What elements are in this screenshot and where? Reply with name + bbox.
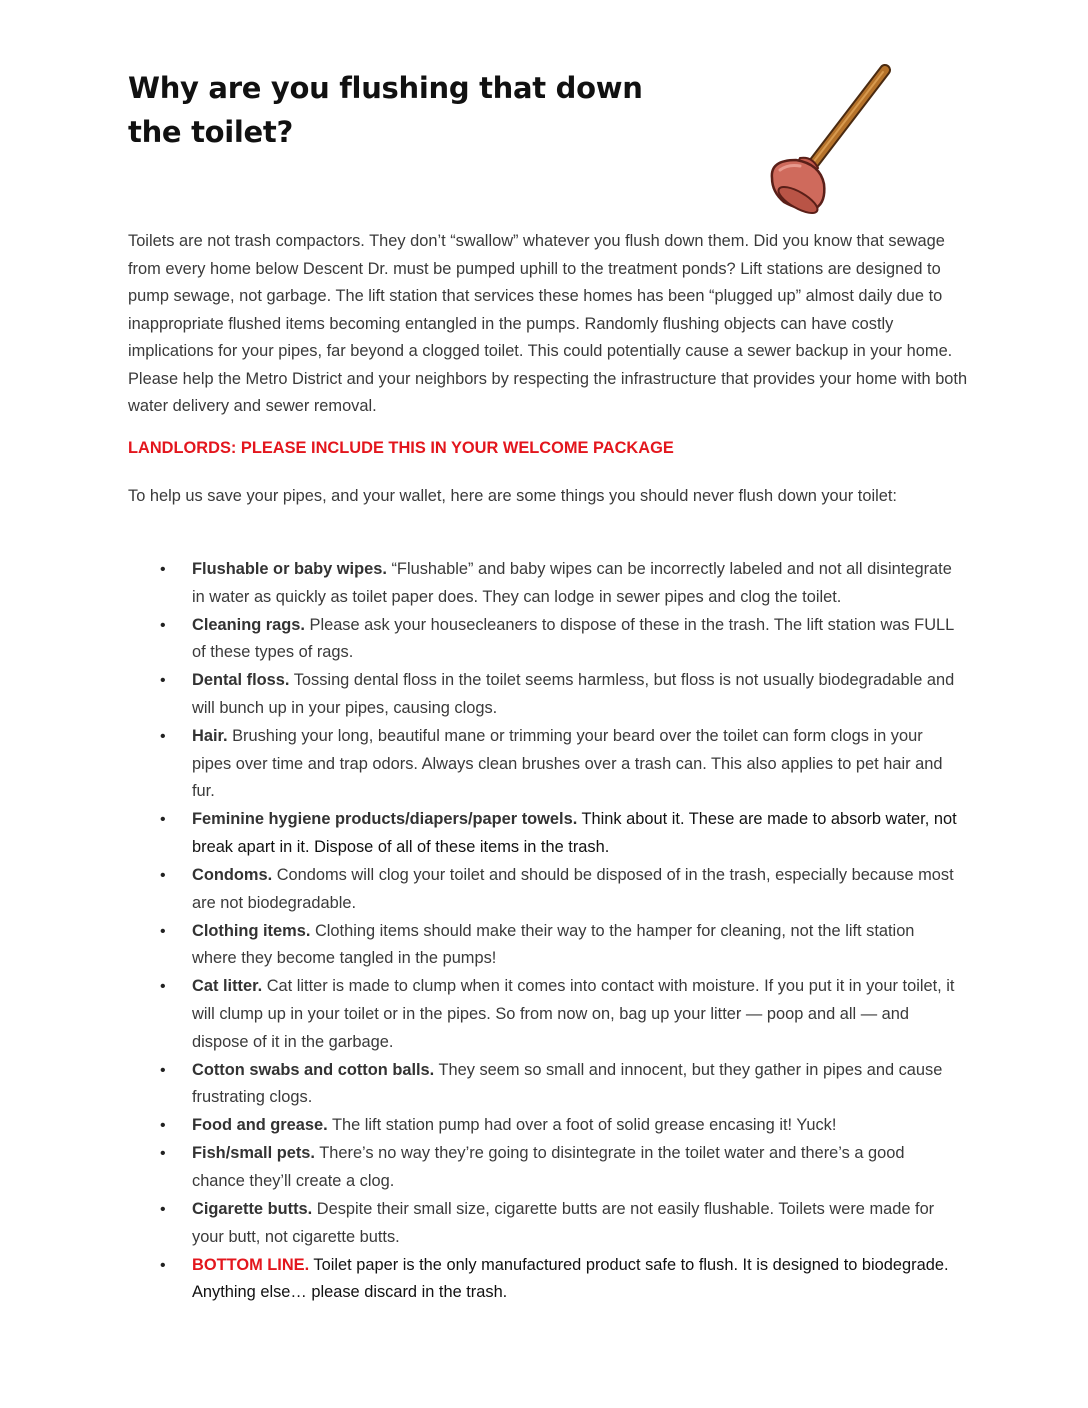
list-item (160, 1140, 960, 1195)
item-title: Flushable or baby wipes. (192, 560, 387, 578)
item-title: Fish/small pets. (192, 1144, 315, 1163)
list-item (160, 667, 960, 722)
bullet-icon: • (160, 1256, 166, 1274)
item-text: Brushing your long, beautiful mane or trimming your beard over the toilet can form clogs in your pipes over time and trap odors. Always clean brushes over a trash can. This also applies to pet hair and fur. (192, 727, 943, 801)
bullet-icon: • (160, 978, 166, 996)
item-title: Cat litter. (192, 977, 263, 996)
item-text: They seem so small and innocent, but they gather in pipes and cause frustrating clogs. (192, 1060, 943, 1107)
landlord-notice: LANDLORDS: PLEASE INCLUDE THIS IN YOUR WELCOME PACKAGE (128, 439, 674, 457)
item-text: “Flushable” and baby wipes can be incorrectly labeled and not all disintegrate in water as quickly as toilet paper does. They can lodge in sewer pipes and clog the toilet. (192, 560, 952, 606)
item-title: Feminine hygiene products/diapers/paper towels. (192, 810, 578, 829)
bullet-icon: • (160, 1145, 166, 1163)
bullet-icon: • (160, 811, 166, 829)
item-title: Food and grease. (192, 1116, 328, 1135)
item-text: The lift station pump had over a foot of solid grease encasing it! Yuck! (327, 1116, 837, 1135)
bullet-icon: • (160, 616, 166, 634)
list-item (160, 723, 960, 806)
item-title: Cleaning rags. (192, 615, 305, 634)
item-text: Toilet paper is the only manufactured product safe to flush. It is designed to biodegrade. Anything else… please discard in the trash. (192, 1255, 949, 1302)
bullet-icon: • (160, 561, 166, 578)
bullet-icon: • (160, 922, 166, 940)
item-title: Cigarette butts. (192, 1200, 313, 1219)
item-title: Condoms. (192, 866, 273, 885)
item-text: Despite their small size, cigarette butts are not easily flushable. Toilets were made for your butt, not cigarette butts. (192, 1200, 935, 1246)
list-item (160, 973, 960, 1056)
bullet-icon: • (160, 728, 166, 746)
item-title: Cotton swabs and cotton balls. (192, 1060, 435, 1079)
item-text: Clothing items should make their way to the hamper for cleaning, not the lift station where they become tangled in the pumps! (192, 921, 915, 968)
list-item (160, 1057, 960, 1112)
list-item (160, 806, 960, 861)
item-title: Dental floss. (192, 671, 290, 690)
list-item (160, 862, 960, 917)
page-title: Why are you flushing that down the toilet? (128, 71, 643, 149)
list-item (160, 918, 960, 973)
plunger-icon (752, 60, 912, 220)
list-item (160, 556, 960, 611)
item-title: Hair. (192, 727, 228, 746)
item-text: Condoms will clog your toilet and should be disposed of in the trash, especially because most are not biodegradable. (192, 866, 954, 912)
list-item (160, 1196, 960, 1251)
item-text: Tossing dental floss in the toilet seems harmless, but floss is not usually biodegradable and will bunch up in your pipes, causing clogs. (192, 671, 955, 717)
bullet-icon: • (160, 1117, 166, 1135)
list-item (160, 1252, 960, 1307)
item-text: Think about it. These are made to absorb water, not break apart in it. Dispose of all of these items in the trash. (192, 810, 957, 856)
intro-paragraph: Toilets are not trash compactors. They don’t “swallow” whatever you flush down them. Did you know that sewage from every home below Descent Dr. must be pumped uphill to the treatment ponds? Lift stations are designed to pump sewage, not garbage. The lift station that services these homes has been “plugged up” almost daily due to inappropriate flushed items becoming entangled in the pumps. Randomly flushing objects can have costly implications for your pipes, far beyond a clogged toilet. This could potentially cause a sewer backup in your home. Please help the Metro District and your neighbors by respecting the infrastructure that provides your home with both water delivery and sewer removal. (128, 232, 968, 415)
list-intro: To help us save your pipes, and your wallet, here are some things you should never flush down your toilet: (128, 487, 897, 505)
bullet-icon: • (160, 1201, 166, 1219)
bullet-icon: • (160, 672, 166, 690)
bullet-icon: • (160, 1061, 166, 1079)
item-title: Clothing items. (192, 921, 311, 940)
list-item (160, 1112, 960, 1140)
bullet-icon: • (160, 867, 166, 885)
do-not-flush-list (160, 556, 960, 1308)
item-text: There’s no way they’re going to disintegrate in the toilet water and there’s a good chance they’ll create a clog. (192, 1144, 905, 1191)
item-text: Please ask your housecleaners to dispose of these in the trash. The lift station was FULL of these types of rags. (192, 615, 954, 662)
item-title-bottom-line: BOTTOM LINE. (192, 1255, 310, 1274)
list-item (160, 612, 960, 667)
item-text: Cat litter is made to clump when it comes into contact with moisture. If you put it in your toilet, it will clump up in your toilet or in the pipes. So from now on, bag up your litter — poop and all — and dispose of it in the garbage. (192, 977, 955, 1051)
